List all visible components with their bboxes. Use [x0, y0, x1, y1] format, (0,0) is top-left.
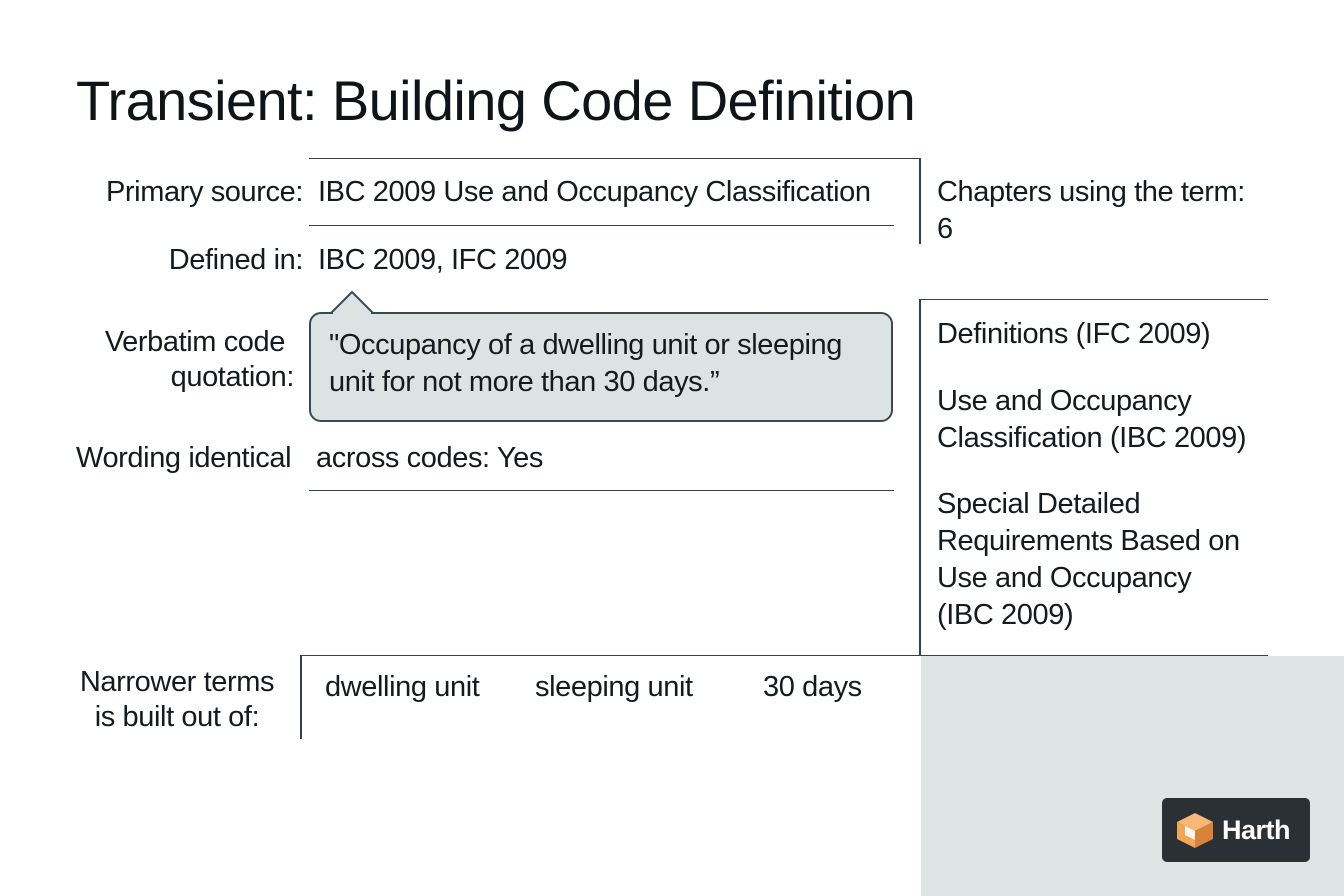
quotation-label-line1: Verbatim code	[104, 326, 285, 358]
quote-tail-join	[333, 312, 371, 317]
quotation-text: "Occupancy of a dwelling unit or sleeping unit for not more than 30 days.”	[329, 329, 842, 398]
primary-source-bottom-rule	[309, 225, 894, 226]
narrower-label	[62, 665, 292, 735]
defined-in-value: IBC 2009, IFC 2009	[318, 244, 568, 276]
quotation-label-line2: quotation:	[170, 361, 294, 393]
wording-value: across codes: Yes	[316, 442, 543, 474]
page-title: Transient: Building Code Definition	[76, 69, 916, 132]
chapters-list-left-rule	[919, 299, 921, 656]
cube-logo-icon	[1174, 810, 1216, 850]
chapter-item: Use and Occupancy Classification (IBC 2009)	[937, 385, 1247, 454]
wording-bottom-rule	[309, 490, 894, 491]
narrower-label-line2: is built out of:	[94, 701, 260, 733]
brand-logo-badge	[1162, 798, 1310, 862]
chapters-label: Chapters using the term:	[937, 176, 1245, 208]
chapters-list-top-rule	[920, 299, 1268, 300]
quote-bubble	[309, 312, 893, 422]
brand-name: Harth	[1222, 814, 1291, 845]
primary-source-label: Primary source:	[105, 176, 303, 208]
narrower-term: dwelling unit	[325, 671, 480, 703]
primary-source-value: IBC 2009 Use and Occupancy Classification	[318, 176, 871, 208]
primary-source-right-rule	[919, 158, 921, 244]
quotation-label	[40, 325, 294, 395]
narrower-term: 30 days	[763, 671, 862, 703]
narrower-left-rule	[300, 655, 302, 739]
chapter-list	[937, 316, 1267, 634]
primary-source-top-rule	[309, 158, 920, 159]
wording-label: Wording identical	[76, 442, 292, 474]
chapter-item: Special Detailed Requirements Based on Use and Occupancy (IBC 2009)	[937, 488, 1240, 631]
chapters-count: 6	[937, 213, 953, 245]
narrower-term: sleeping unit	[535, 671, 693, 703]
defined-in-label: Defined in:	[168, 244, 303, 276]
chapters-heading	[937, 174, 1317, 248]
narrower-label-line1: Narrower terms	[79, 666, 275, 698]
narrower-top-rule	[301, 655, 1268, 656]
chapter-item: Definitions (IFC 2009)	[937, 318, 1211, 350]
